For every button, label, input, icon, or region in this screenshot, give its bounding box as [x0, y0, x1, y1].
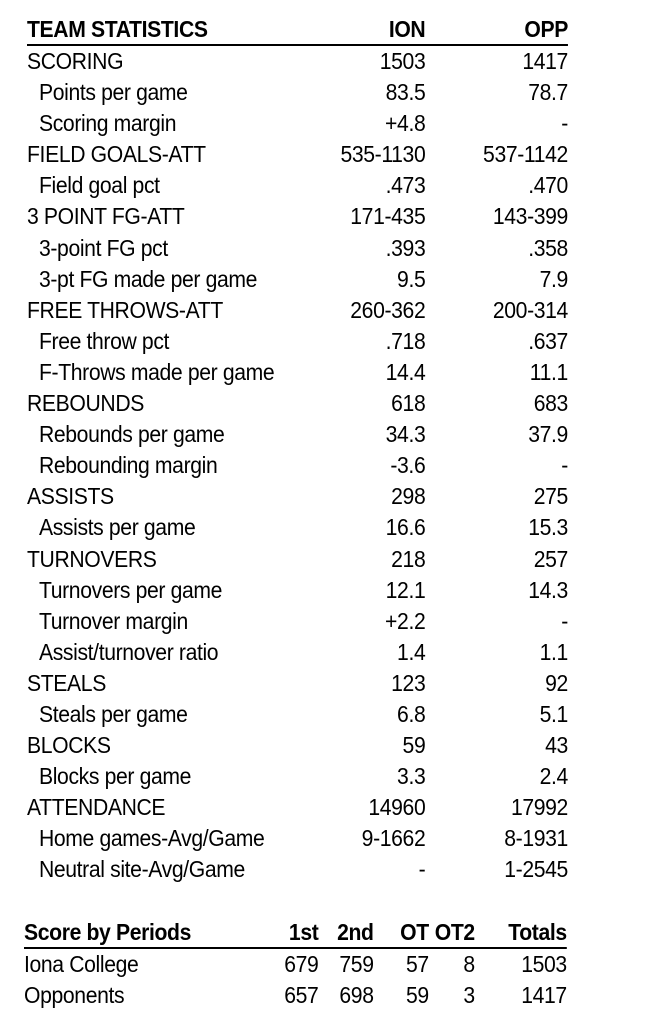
stat-label: FIELD GOALS-ATT	[27, 141, 206, 168]
stat-opp-value: 7.9	[539, 265, 568, 292]
stat-row	[27, 792, 568, 823]
stat-opp-value: 1.1	[539, 638, 568, 665]
stat-label: BLOCKS	[27, 732, 111, 759]
stat-label: Assists per game	[38, 514, 196, 541]
period-2nd: 759	[339, 951, 374, 977]
periods-header-2nd: 2nd	[337, 919, 374, 945]
stat-opp-value: 200-314	[492, 296, 568, 323]
stat-opp-value: 11.1	[529, 358, 568, 385]
stat-opp-value: 537-1142	[483, 141, 568, 168]
stat-row	[27, 606, 568, 637]
stat-row	[27, 730, 568, 761]
stat-label: TURNOVERS	[27, 545, 157, 572]
stat-label: Steals per game	[38, 700, 188, 727]
stat-ion-value: 34.3	[385, 421, 426, 448]
stat-row	[27, 544, 568, 575]
stat-row	[27, 108, 568, 139]
stat-row	[27, 326, 568, 357]
stat-opp-value: 17992	[510, 794, 568, 821]
stat-ion-value: 14.4	[385, 358, 426, 385]
periods-header-totals: Totals	[508, 919, 567, 945]
stat-label: ASSISTS	[27, 483, 114, 510]
period-ot: 59	[405, 982, 429, 1008]
stat-label: 3 POINT FG-ATT	[27, 203, 185, 230]
stat-ion-value: 12.1	[385, 576, 426, 603]
stat-ion-value: .393	[385, 234, 426, 261]
stat-label: Turnover margin	[38, 607, 188, 634]
stat-opp-value: -	[561, 452, 568, 479]
stat-ion-value: 1.4	[397, 638, 426, 665]
stat-opp-value: 275	[533, 483, 568, 510]
stat-ion-value: .473	[385, 172, 426, 199]
stat-label: SCORING	[27, 48, 124, 74]
period-ot2: 3	[463, 982, 475, 1008]
stat-label: Rebounds per game	[38, 421, 225, 448]
stat-label: Points per game	[38, 79, 188, 106]
stat-ion-value: 535-1130	[340, 141, 426, 168]
stat-row	[27, 854, 568, 885]
stat-row	[27, 481, 568, 512]
period-1st: 657	[284, 982, 319, 1008]
periods-header-ot2: OT2	[434, 919, 475, 945]
stat-ion-value: 16.6	[385, 514, 426, 541]
stat-label: REBOUNDS	[27, 390, 144, 417]
period-team: Iona College	[24, 951, 139, 977]
stat-opp-value: -	[561, 607, 568, 634]
stat-opp-value: .470	[528, 172, 568, 199]
stat-row	[27, 170, 568, 201]
stat-ion-value: 618	[391, 390, 426, 417]
score-by-periods-header	[24, 917, 567, 949]
stat-row	[27, 139, 568, 170]
header-label: TEAM STATISTICS	[27, 16, 208, 42]
stat-opp-value: 78.7	[528, 79, 568, 106]
stat-ion-value: 14960	[368, 794, 426, 821]
stat-row	[27, 668, 568, 699]
stat-opp-value: 1417	[522, 48, 568, 74]
stat-label: Blocks per game	[38, 763, 192, 790]
period-row	[24, 949, 567, 980]
stat-row	[27, 233, 568, 264]
score-by-periods-table	[24, 917, 567, 1011]
stat-label: Field goal pct	[38, 172, 160, 199]
stat-ion-value: 59	[402, 732, 426, 759]
stat-label: F-Throws made per game	[38, 358, 275, 385]
stat-ion-value: 83.5	[385, 79, 426, 106]
stat-opp-value: 37.9	[528, 421, 568, 448]
stat-opp-value: 8-1931	[504, 825, 568, 852]
stat-ion-value: 6.8	[397, 700, 426, 727]
stat-opp-value: 2.4	[539, 763, 568, 790]
period-2nd: 698	[339, 982, 374, 1008]
stat-ion-value: 9-1662	[361, 825, 426, 852]
stat-opp-value: 5.1	[539, 700, 568, 727]
stat-row	[27, 575, 568, 606]
stat-ion-value: +2.2	[385, 607, 426, 634]
stat-row	[27, 77, 568, 108]
period-ot2: 8	[463, 951, 475, 977]
periods-header-1st: 1st	[288, 919, 319, 945]
stat-opp-value: 257	[533, 545, 568, 572]
stat-row	[27, 419, 568, 450]
stat-row	[27, 357, 568, 388]
period-row	[24, 980, 567, 1011]
stat-opp-value: -	[561, 110, 568, 137]
stat-row	[27, 512, 568, 543]
stat-label: Neutral site-Avg/Game	[38, 856, 245, 883]
stat-label: Home games-Avg/Game	[38, 825, 265, 852]
period-ot: 57	[405, 951, 429, 977]
periods-header-label: Score by Periods	[24, 919, 191, 945]
stat-label: Rebounding margin	[38, 452, 218, 479]
stat-label: 3-point FG pct	[38, 234, 168, 261]
stat-ion-value: 260-362	[350, 296, 426, 323]
stat-ion-value: 1503	[379, 48, 426, 74]
period-team: Opponents	[24, 982, 125, 1008]
stat-row	[27, 201, 568, 232]
stat-row	[27, 388, 568, 419]
stat-row	[27, 264, 568, 295]
stat-label: Turnovers per game	[38, 576, 223, 603]
team-statistics-rows	[27, 46, 568, 886]
stat-opp-value: 143-399	[492, 203, 568, 230]
stat-row	[27, 295, 568, 326]
stat-ion-value: 9.5	[397, 265, 426, 292]
stat-label: Free throw pct	[38, 327, 170, 354]
stat-ion-value: 298	[391, 483, 426, 510]
stat-label: ATTENDANCE	[27, 794, 166, 821]
stat-row	[27, 450, 568, 481]
stat-row	[27, 823, 568, 854]
team-statistics-header	[27, 14, 568, 46]
stat-ion-value: 171-435	[350, 203, 426, 230]
stat-opp-value: 43	[545, 732, 568, 759]
stat-opp-value: .358	[528, 234, 568, 261]
periods-header-ot: OT	[400, 919, 429, 945]
stat-opp-value: .637	[528, 327, 568, 354]
stat-row	[27, 761, 568, 792]
period-total: 1503	[521, 951, 567, 977]
header-opp: OPP	[524, 16, 568, 42]
stat-label: FREE THROWS-ATT	[27, 296, 223, 323]
stat-label: Scoring margin	[38, 110, 177, 137]
stat-row	[27, 637, 568, 668]
stat-ion-value: +4.8	[385, 110, 426, 137]
stat-row	[27, 699, 568, 730]
score-by-periods-rows	[24, 949, 567, 1011]
stat-row	[27, 46, 568, 77]
stat-opp-value: 92	[545, 669, 568, 696]
stat-opp-value: 1-2545	[504, 856, 568, 883]
stat-opp-value: 14.3	[528, 576, 568, 603]
stat-ion-value: 218	[391, 545, 426, 572]
stat-ion-value: -3.6	[390, 452, 426, 479]
stat-label: Assist/turnover ratio	[38, 638, 219, 665]
header-ion: ION	[388, 16, 426, 42]
period-total: 1417	[521, 982, 567, 1008]
stat-label: 3-pt FG made per game	[38, 265, 258, 292]
stat-ion-value: -	[418, 856, 426, 883]
stat-label: STEALS	[27, 669, 106, 696]
stat-ion-value: 123	[391, 669, 426, 696]
period-1st: 679	[284, 951, 319, 977]
team-statistics-table	[27, 14, 568, 886]
stat-ion-value: 3.3	[397, 763, 426, 790]
stat-ion-value: .718	[385, 327, 426, 354]
stat-opp-value: 683	[533, 390, 568, 417]
stat-opp-value: 15.3	[528, 514, 568, 541]
